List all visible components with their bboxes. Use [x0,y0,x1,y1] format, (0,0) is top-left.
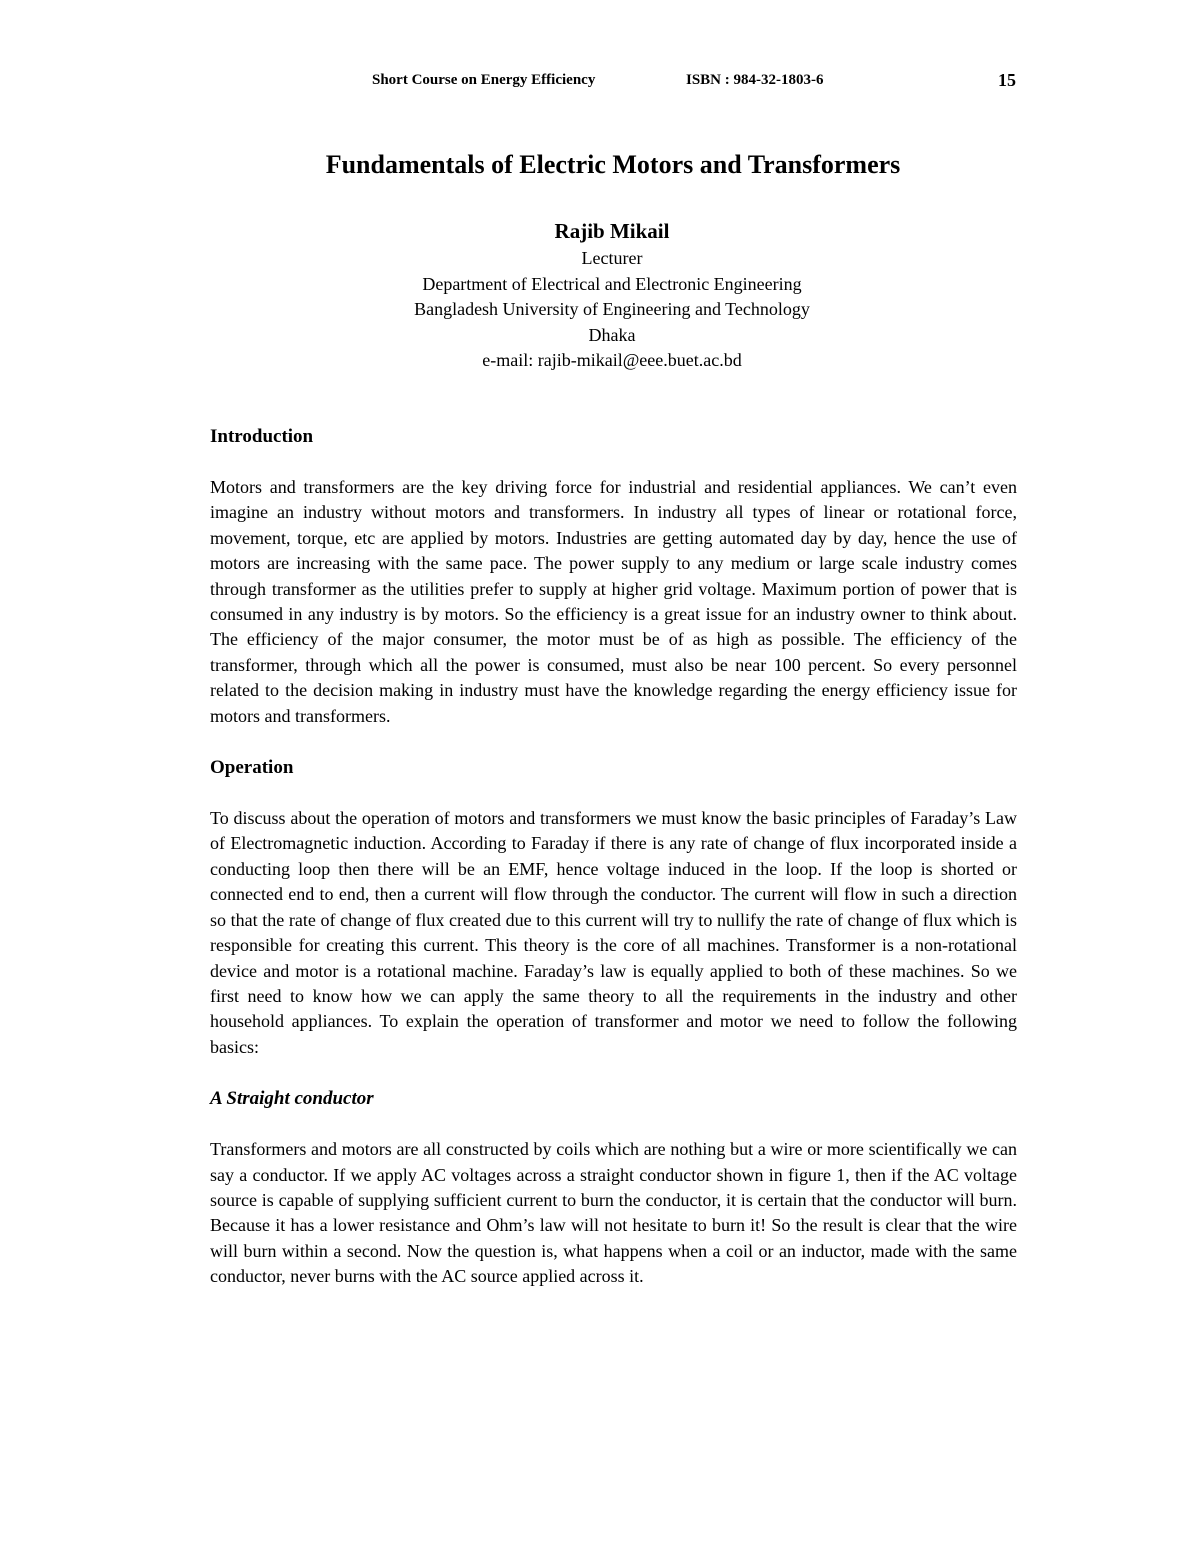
author-name: Rajib Mikail [554,219,670,243]
section-heading-straight-conductor: A Straight conductor [210,1088,374,1110]
author-city: Dhaka [588,324,636,345]
section-paragraph-operation: To discuss about the operation of motors and transformers we must know the basic principles of Faraday’s Law of Electromagnetic induction. According to Faraday if there is any rate of change of flux incorporated inside a conducting loop then there will be an EMF, hence voltage induced in the loop. If the loop is shorted or connected end to end, then a current will flow through the conductor. The current will flow in such a direction so that the rate of change of flux created due to this current will try to nullify the rate of change of flux which is responsible for creating this current. This theory is the core of all machines. Transformer is a non-rotational device and motor is a rotational machine. Faraday’s law is equally applied to both of these machines. So we first need to know how we can apply the same theory to all the requirements in the industry and other household appliances. To explain the operation of transformer and motor we need to follow the following basics: [210,808,1017,1057]
running-header-course: Short Course on Energy Efficiency [372,72,596,88]
section-paragraph-straight-conductor: Transformers and motors are all constructed by coils which are nothing but a wire or more scientifically we can say a conductor. If we apply AC voltages across a straight conductor shown in figure 1, then if the AC voltage source is capable of supplying sufficient current to burn the conductor, it is certain that the conductor will burn. Because it has a lower resistance and Ohm’s law will not hesitate to burn it! So the result is clear that the wire will burn within a second. Now the question is, what happens when a coil or an inductor, made with the same conductor, never burns with the AC source applied across it. [210,1139,1017,1287]
paper-body [210,424,1017,1316]
page-number: 15 [998,70,1016,90]
paper-title: Fundamentals of Electric Motors and Transformers [325,150,901,179]
running-header [0,70,1200,92]
section-heading-introduction: Introduction [210,426,314,447]
section-heading-operation: Operation [210,757,294,779]
author-block [0,216,1200,374]
author-university: Bangladesh University of Engineering and Technology [414,299,810,319]
section-paragraph-introduction: Motors and transformers are the key driving force for industrial and residential appliances. We can’t even imagine an industry without motors and transformers. In industry all types of linear or rotational force, movement, torque, etc are applied by motors. Industries are getting automated day by day, hence the use of motors are increasing with the same pace. The power supply to any medium or large scale industry comes through transformer as the utilities prefer to supply at higher grid voltage. Maximum portion of power that is consumed in any industry is by motors. So the efficiency is a great issue for an industry owner to think about. The efficiency of the major consumer, the motor must be of as high as possible. The efficiency of the transformer, through which all the power is consumed, must also be near 100 percent. So every personnel related to the decision making in industry must have the knowledge regarding the energy efficiency issue for motors and transformers. [210,477,1017,726]
author-email: e-mail: rajib-mikail@eee.buet.ac.bd [482,350,742,370]
author-position: Lecturer [581,248,643,268]
running-header-isbn: ISBN : 984-32-1803-6 [686,72,824,88]
author-department: Department of Electrical and Electronic Engineering [422,273,802,294]
